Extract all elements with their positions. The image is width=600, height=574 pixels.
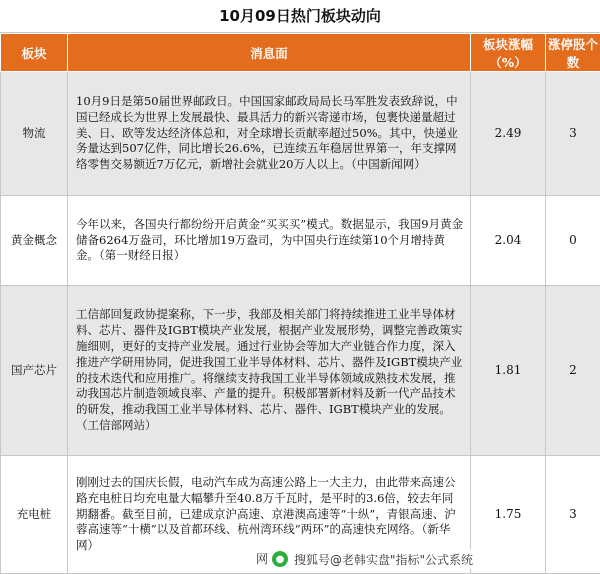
header-rise: 板块涨幅（%） bbox=[471, 34, 546, 72]
news-text: 10月9日是第50届世界邮政日。中国国家邮政局局长马军胜发表致辞说，中国已经成长为世界上发展最快、最具活力的新兴寄递市场，包裹快递量超过美、日、欧等发达经济体总和，对全球增长贡献率超过50%。其中，快递业务量达到507亿件，同比增长26.6%，已连续五年稳居世界第一，年支撑网络零售交易额近7万亿元，新增社会就业20万人以上。（中国新闻网） bbox=[68, 72, 471, 196]
rise-value: 1.75 bbox=[471, 456, 546, 574]
table-row bbox=[1, 286, 600, 456]
sector-name: 充电桩 bbox=[1, 456, 68, 574]
sector-name: 物流 bbox=[1, 72, 68, 196]
news-text: 工信部回复政协提案称，下一步，我部及相关部门将持续推进工业半导体材料、芯片、器件及IGBT模块产业发展，根据产业发展形势，调整完善政策实施细则，更好的支持产业发展。通过行业协会等加大产业链合作力度，深入推进产学研用协同，促进我国工业半导体材料、芯片、器件及IGBT模块产业的技术迭代和应用推广。将继续支持我国工业半导体领域成熟技术发展，推动我国芯片制造领域良率、产量的提升。积极部署新材料及新一代产品技术的研发，推动我国工业半导体材料、芯片、器件、IGBT模块产业的发展。（工信部网站） bbox=[68, 286, 471, 456]
table-row bbox=[1, 196, 600, 286]
rise-value: 1.81 bbox=[471, 286, 546, 456]
table-header-row bbox=[1, 34, 600, 72]
news-text: 刚刚过去的国庆长假，电动汽车成为高速公路上一大主力，由此带来高速公路充电桩日均充电量大幅攀升至40.8万千瓦时，是平时的3.6倍，较去年同期翻番。截至目前，已建成京沪高速、京港澳高速等“十纵”，青银高速、沪蓉高速等“十横”以及首都环线、杭州湾环线“两环”的高速快充网络。（新华网） bbox=[68, 456, 471, 574]
header-sector: 板块 bbox=[1, 34, 68, 72]
sector-table bbox=[0, 33, 600, 574]
watermark bbox=[268, 549, 477, 569]
rise-value: 2.04 bbox=[471, 196, 546, 286]
limit-count: 2 bbox=[546, 286, 600, 456]
page-title: 10月09日热门板块动向 bbox=[0, 0, 600, 33]
header-news: 消息面 bbox=[68, 34, 471, 72]
sector-name: 黄金概念 bbox=[1, 196, 68, 286]
header-limit: 涨停股个数 bbox=[546, 34, 600, 72]
limit-count: 3 bbox=[546, 456, 600, 574]
limit-count: 0 bbox=[546, 196, 600, 286]
wechat-icon: ● bbox=[272, 551, 288, 567]
table-row bbox=[1, 72, 600, 196]
limit-count: 3 bbox=[546, 72, 600, 196]
watermark-prefix: 网 bbox=[256, 550, 268, 567]
rise-value: 2.49 bbox=[471, 72, 546, 196]
news-text: 今年以来，各国央行都纷纷开启黄金“买买买”模式。数据显示，我国9月黄金储备6264万盎司，环比增加19万盎司，为中国央行连续第10个月增持黄金。（第一财经日报） bbox=[68, 196, 471, 286]
watermark-text: 搜狐号@老韩实盘"指标"公式系统 bbox=[294, 551, 473, 568]
sector-name: 国产芯片 bbox=[1, 286, 68, 456]
